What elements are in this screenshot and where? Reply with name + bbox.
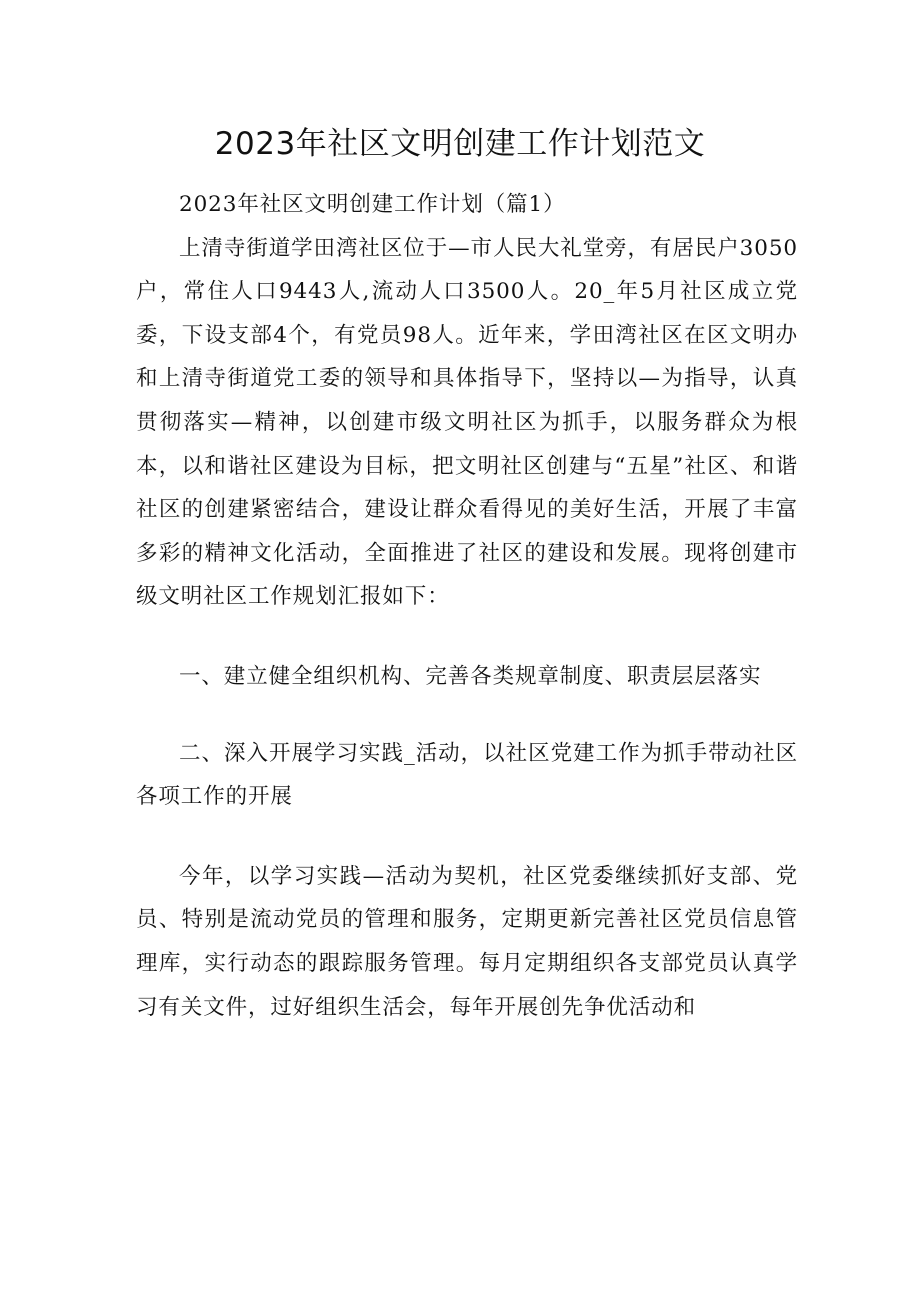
heading-two: 二、深入开展学习实践_活动，以社区党建工作为抓手带动社区各项工作的开展 xyxy=(136,740,798,810)
body-paragraph: 今年，以学习实践—活动为契机，社区党委继续抓好支部、党员、特别是流动党员的管理和服务，定期更新完善社区党员信息管理库，实行动态的跟踪服务管理。每月定期组织各支部党员认真学习有关文件，过好组织生活会，每年开展创先争优活动和 xyxy=(136,863,798,1020)
document-body xyxy=(136,183,798,1029)
document-title: 2023年社区文明创建工作计划范文 xyxy=(214,126,706,162)
section-subtitle: 2023年社区文明创建工作计划（篇1） xyxy=(179,192,566,217)
intro-paragraph: 上清寺街道学田湾社区位于—市人民大礼堂旁，有居民户3050户，常住人口9443人,流动人口3500人。20_年5月社区成立党委，下设支部4个，有党员98人。近年来，学田湾社区在区文明办和上清寺街道党工委的领导和具体指导下，坚持以—为指导，认真贯彻落实—精神，以创建市级文明社区为抓手，以服务群众为根本，以和谐社区建设为目标，把文明社区创建与“五星”社区、和谐社区的创建紧密结合，建设让群众看得见的美好生活，开展了丰富多彩的精神文化活动，全面推进了社区的建设和发展。现将创建市级文明社区工作规划汇报如下： xyxy=(136,235,798,610)
heading-one: 一、建立健全组织机构、完善各类规章制度、职责层层落实 xyxy=(179,663,762,689)
